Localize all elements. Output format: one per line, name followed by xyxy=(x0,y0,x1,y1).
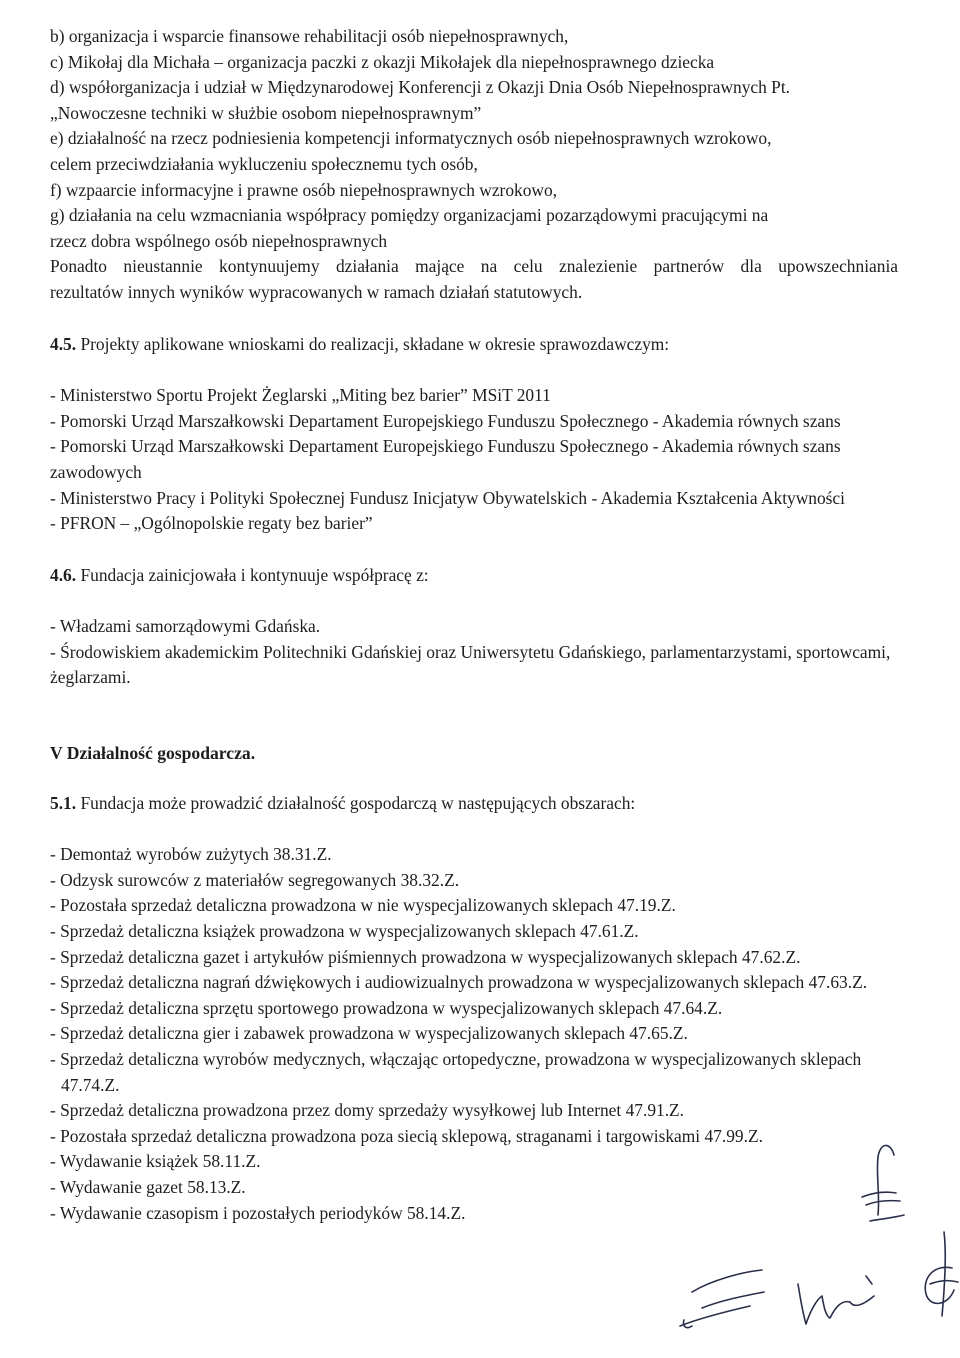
list-item: - Ministerstwo Sportu Projekt Żeglarski „Miting bez barier” MSiT 2011 xyxy=(50,385,551,406)
list-item: - Sprzedaż detaliczna prowadzona przez domy sprzedaży wysyłkowej lub Internet 47.91.Z. xyxy=(50,1100,685,1121)
list-item: - Sprzedaż detaliczna gier i zabawek prowadzona w wyspecjalizowanych sklepach 47.65.Z. xyxy=(50,1023,688,1044)
list-item-g-continued: rzecz dobra wspólnego osób niepełnosprawnych xyxy=(50,230,388,251)
list-item-d: d) współorganizacja i udział w Międzynarodowej Konferencji z Okazji Dnia Osób Niepełnosprawnych Pt. xyxy=(50,77,791,98)
list-item: - Środowiskiem akademickim Politechniki Gdańskiej oraz Uniwersytetu Gdańskiego, parlamentarzystami, sportowcami, żeglarzami. xyxy=(50,641,891,688)
list-item: - Sprzedaż detaliczna gazet i artykułów piśmiennych prowadzona w wyspecjalizowanych sklepach 47.62.Z. xyxy=(50,946,801,967)
list-item: - Pomorski Urząd Marszałkowski Departament Europejskiego Funduszu Społecznego - Akademia równych szans zawodowych xyxy=(50,436,841,482)
signature-icon xyxy=(672,1262,782,1334)
list-item: - Wydawanie gazet 58.13.Z. xyxy=(50,1176,246,1197)
list-item: - Pozostała sprzedaż detaliczna prowadzona w nie wyspecjalizowanych sklepach 47.19.Z. xyxy=(50,895,676,916)
section-title: Projekty aplikowane wnioskami do realizacji, składane w okresie sprawozdawczym: xyxy=(80,333,670,354)
list-item-e: e) działalność na rzecz podniesienia kompetencji informatycznych osób niepełnosprawnych wzrokowo, xyxy=(50,128,772,149)
section-number: 4.5. xyxy=(50,333,77,354)
list-item-f: f) wzpaarcie informacyjne i prawne osób niepełnosprawnych wzrokowo, xyxy=(50,179,558,200)
list-item-b: b) organizacja i wsparcie finansowe rehabilitacji osób niepełnosprawnych, xyxy=(50,26,569,46)
list-item: - Sprzedaż detaliczna książek prowadzona w wyspecjalizowanych sklepach 47.61.Z. xyxy=(50,921,639,942)
section-title: Fundacja może prowadzić działalność gospodarczą w następujących obszarach: xyxy=(80,792,636,813)
chapter-v-title: V Działalność gospodarcza. xyxy=(50,743,256,764)
signature-icon xyxy=(792,1262,882,1330)
list-item: - Sprzedaż detaliczna nagrań dźwiękowych i audiowizualnych prowadzona w wyspecjalizowanych sklepach 47.63.Z. xyxy=(50,972,868,993)
document-text xyxy=(50,24,898,1226)
list-item: - PFRON – „Ogólnopolskie regaty bez barier” xyxy=(50,513,373,534)
list-item: - Ministerstwo Pracy i Polityki Społecznej Fundusz Inicjatyw Obywatelskich - Akademia Kształcenia Aktywności xyxy=(50,487,845,508)
list-item-d-continued: „Nowoczesne techniki w służbie osobom niepełnosprawnym” xyxy=(50,102,482,123)
section-4-5-list xyxy=(50,383,898,537)
signature-icon xyxy=(918,1228,960,1323)
section-5-1-list xyxy=(50,842,898,1226)
list-item: - Pomorski Urząd Marszałkowski Departament Europejskiego Funduszu Społecznego - Akademia równych szans xyxy=(50,410,841,431)
list-item-c: c) Mikołaj dla Michała – organizacja paczki z okazji Mikołajek dla niepełnosprawnego dziecka xyxy=(50,51,715,72)
paragraph-ponadto: Ponadto nieustannie kontynuujemy działania mające na celu znalezienie partnerów dla upowszechniania xyxy=(50,256,898,277)
section-5-1-heading xyxy=(50,791,898,817)
list-item: - Wydawanie książek 58.11.Z. xyxy=(50,1151,261,1172)
section-4-6-list xyxy=(50,614,898,691)
list-item: - Wydawanie czasopism i pozostałych periodyków 58.14.Z. xyxy=(50,1202,466,1223)
list-item: - Pozostała sprzedaż detaliczna prowadzona poza siecią sklepową, straganami i targowiskami 47.99.Z. xyxy=(50,1125,763,1146)
list-item-e-continued: celem przeciwdziałania wykluczeniu społecznemu tych osób, xyxy=(50,153,478,174)
list-item-g: g) działania na celu wzmacniania współpracy pomiędzy organizacjami pozarządowymi pracującymi na xyxy=(50,205,769,226)
paragraph-ponadto-continued: rezultatów innych wyników wypracowanych w ramach działań statutowych. xyxy=(50,281,583,302)
section-number: 4.6. xyxy=(50,564,77,585)
section-title: Fundacja zainicjowała i kontynuuje współpracę z: xyxy=(80,564,429,585)
section-4-5-heading xyxy=(50,332,898,358)
list-item: - Sprzedaż detaliczna wyrobów medycznych, włączając ortopedyczne, prowadzona w wyspecjalizowanych sklepach 47.74.Z. xyxy=(50,1049,862,1095)
section-number: 5.1. xyxy=(50,792,77,813)
section-4-6-heading xyxy=(50,563,898,589)
list-item: - Władzami samorządowymi Gdańska. xyxy=(50,616,321,637)
list-item: - Odzysk surowców z materiałów segregowanych 38.32.Z. xyxy=(50,869,460,890)
list-item: - Sprzedaż detaliczna sprzętu sportowego prowadzona w wyspecjalizowanych sklepach 47.64.Z. xyxy=(50,997,723,1018)
signature-icon xyxy=(850,1135,910,1230)
list-item: - Demontaż wyrobów zużytych 38.31.Z. xyxy=(50,844,332,865)
